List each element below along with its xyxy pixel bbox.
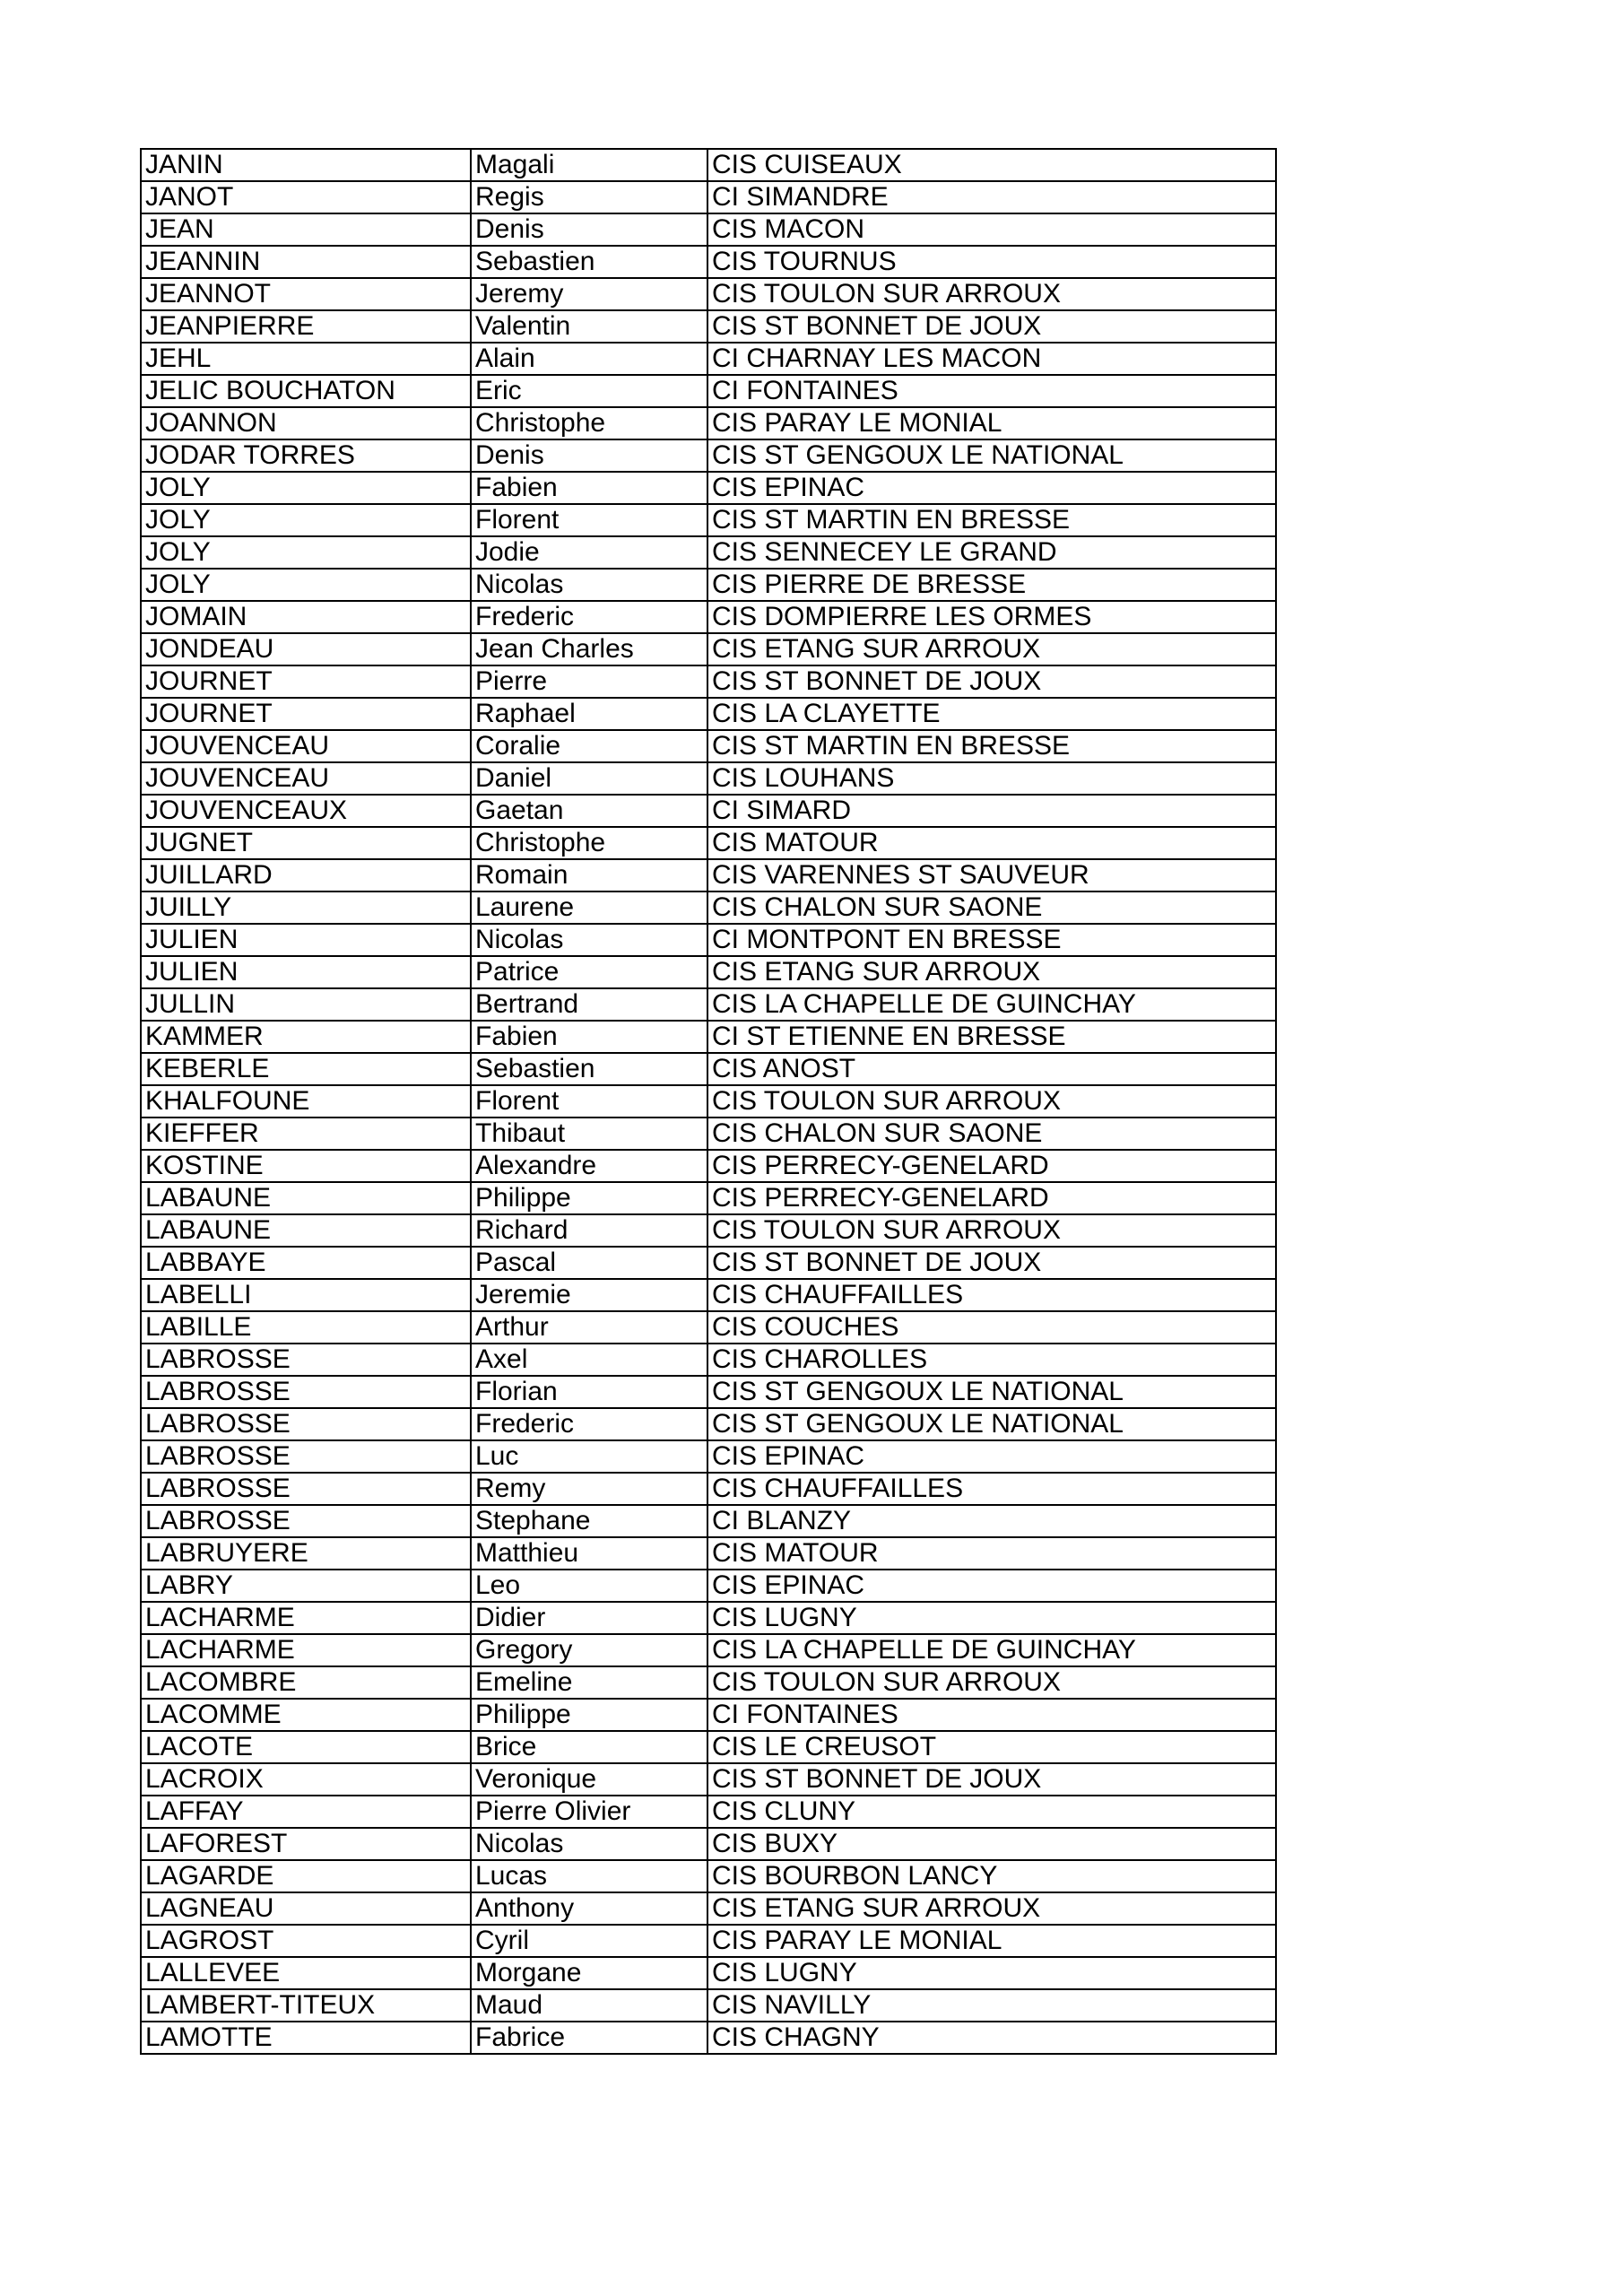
last-name-cell: LABROSSE (141, 1376, 471, 1408)
table-row (141, 1892, 1276, 1925)
center-cell: CIS ANOST (707, 1053, 1276, 1085)
last-name-cell: JEANNOT (141, 278, 471, 310)
table-row (141, 1957, 1276, 1989)
last-name-cell: JULLIN (141, 988, 471, 1021)
last-name-cell: KHALFOUNE (141, 1085, 471, 1118)
last-name-cell: JOURNET (141, 665, 471, 698)
center-cell: CIS PIERRE DE BRESSE (707, 569, 1276, 601)
last-name-cell: JOUVENCEAU (141, 730, 471, 762)
center-cell: CIS TOULON SUR ARROUX (707, 1085, 1276, 1118)
first-name-cell: Jeremie (471, 1279, 707, 1311)
first-name-cell: Denis (471, 213, 707, 246)
table-row (141, 246, 1276, 278)
center-cell: CIS PERRECY-GENELARD (707, 1150, 1276, 1182)
first-name-cell: Luc (471, 1440, 707, 1473)
table-row (141, 310, 1276, 343)
first-name-cell: Sebastien (471, 1053, 707, 1085)
first-name-cell: Stephane (471, 1505, 707, 1537)
table-row (141, 343, 1276, 375)
first-name-cell: Maud (471, 1989, 707, 2022)
center-cell: CIS CHAUFFAILLES (707, 1279, 1276, 1311)
last-name-cell: JEANNIN (141, 246, 471, 278)
last-name-cell: JOUVENCEAU (141, 762, 471, 795)
center-cell: CI FONTAINES (707, 1699, 1276, 1731)
first-name-cell: Florent (471, 1085, 707, 1118)
last-name-cell: LACHARME (141, 1602, 471, 1634)
center-cell: CIS LOUHANS (707, 762, 1276, 795)
first-name-cell: Florian (471, 1376, 707, 1408)
last-name-cell: JOLY (141, 472, 471, 504)
center-cell: CIS VARENNES ST SAUVEUR (707, 859, 1276, 891)
center-cell: CIS COUCHES (707, 1311, 1276, 1344)
center-cell: CIS MACON (707, 213, 1276, 246)
first-name-cell: Fabrice (471, 2022, 707, 2054)
table-row (141, 1634, 1276, 1666)
table-row (141, 924, 1276, 956)
last-name-cell: JOUVENCEAUX (141, 795, 471, 827)
first-name-cell: Matthieu (471, 1537, 707, 1570)
last-name-cell: KAMMER (141, 1021, 471, 1053)
center-cell: CIS ST MARTIN EN BRESSE (707, 504, 1276, 536)
first-name-cell: Alain (471, 343, 707, 375)
first-name-cell: Magali (471, 149, 707, 181)
last-name-cell: JOLY (141, 569, 471, 601)
last-name-cell: KEBERLE (141, 1053, 471, 1085)
last-name-cell: JEHL (141, 343, 471, 375)
table-row (141, 1085, 1276, 1118)
roster-body (141, 149, 1276, 2054)
first-name-cell: Daniel (471, 762, 707, 795)
first-name-cell: Didier (471, 1602, 707, 1634)
first-name-cell: Christophe (471, 407, 707, 439)
first-name-cell: Lucas (471, 1860, 707, 1892)
first-name-cell: Regis (471, 181, 707, 213)
center-cell: CIS ETANG SUR ARROUX (707, 956, 1276, 988)
table-row (141, 2022, 1276, 2054)
table-row (141, 891, 1276, 924)
center-cell: CI CHARNAY LES MACON (707, 343, 1276, 375)
table-row (141, 1021, 1276, 1053)
table-row (141, 762, 1276, 795)
table-row (141, 1118, 1276, 1150)
first-name-cell: Gaetan (471, 795, 707, 827)
table-row (141, 1602, 1276, 1634)
last-name-cell: LAMOTTE (141, 2022, 471, 2054)
center-cell: CIS ST MARTIN EN BRESSE (707, 730, 1276, 762)
center-cell: CIS MATOUR (707, 827, 1276, 859)
last-name-cell: JANOT (141, 181, 471, 213)
first-name-cell: Arthur (471, 1311, 707, 1344)
table-row (141, 795, 1276, 827)
first-name-cell: Valentin (471, 310, 707, 343)
first-name-cell: Cyril (471, 1925, 707, 1957)
last-name-cell: LACROIX (141, 1763, 471, 1796)
table-row (141, 375, 1276, 407)
table-row (141, 1408, 1276, 1440)
last-name-cell: LABAUNE (141, 1182, 471, 1214)
last-name-cell: LACHARME (141, 1634, 471, 1666)
last-name-cell: LAGARDE (141, 1860, 471, 1892)
table-row (141, 1279, 1276, 1311)
first-name-cell: Christophe (471, 827, 707, 859)
center-cell: CIS BUXY (707, 1828, 1276, 1860)
last-name-cell: LACOTE (141, 1731, 471, 1763)
table-row (141, 1699, 1276, 1731)
table-row (141, 827, 1276, 859)
center-cell: CIS LUGNY (707, 1602, 1276, 1634)
first-name-cell: Romain (471, 859, 707, 891)
last-name-cell: LABAUNE (141, 1214, 471, 1247)
last-name-cell: JOANNON (141, 407, 471, 439)
center-cell: CI MONTPONT EN BRESSE (707, 924, 1276, 956)
table-row (141, 181, 1276, 213)
table-row (141, 1925, 1276, 1957)
first-name-cell: Thibaut (471, 1118, 707, 1150)
table-row (141, 1570, 1276, 1602)
first-name-cell: Coralie (471, 730, 707, 762)
first-name-cell: Gregory (471, 1634, 707, 1666)
last-name-cell: JUILLARD (141, 859, 471, 891)
last-name-cell: JEAN (141, 213, 471, 246)
first-name-cell: Leo (471, 1570, 707, 1602)
center-cell: CIS SENNECEY LE GRAND (707, 536, 1276, 569)
first-name-cell: Philippe (471, 1182, 707, 1214)
first-name-cell: Frederic (471, 1408, 707, 1440)
last-name-cell: LAGNEAU (141, 1892, 471, 1925)
first-name-cell: Jean Charles (471, 633, 707, 665)
first-name-cell: Raphael (471, 698, 707, 730)
center-cell: CI BLANZY (707, 1505, 1276, 1537)
center-cell: CIS MATOUR (707, 1537, 1276, 1570)
center-cell: CIS TOULON SUR ARROUX (707, 1214, 1276, 1247)
table-row (141, 1440, 1276, 1473)
table-row (141, 1828, 1276, 1860)
last-name-cell: LABROSSE (141, 1473, 471, 1505)
last-name-cell: JOMAIN (141, 601, 471, 633)
table-row (141, 472, 1276, 504)
first-name-cell: Nicolas (471, 1828, 707, 1860)
roster-table (140, 148, 1277, 2055)
first-name-cell: Denis (471, 439, 707, 472)
center-cell: CIS PARAY LE MONIAL (707, 407, 1276, 439)
last-name-cell: JEANPIERRE (141, 310, 471, 343)
table-row (141, 1182, 1276, 1214)
last-name-cell: LAMBERT-TITEUX (141, 1989, 471, 2022)
first-name-cell: Brice (471, 1731, 707, 1763)
center-cell: CIS PARAY LE MONIAL (707, 1925, 1276, 1957)
first-name-cell: Fabien (471, 472, 707, 504)
first-name-cell: Bertrand (471, 988, 707, 1021)
last-name-cell: JUILLY (141, 891, 471, 924)
first-name-cell: Patrice (471, 956, 707, 988)
last-name-cell: LABROSSE (141, 1408, 471, 1440)
first-name-cell: Remy (471, 1473, 707, 1505)
last-name-cell: KOSTINE (141, 1150, 471, 1182)
first-name-cell: Veronique (471, 1763, 707, 1796)
center-cell: CIS PERRECY-GENELARD (707, 1182, 1276, 1214)
table-row (141, 633, 1276, 665)
center-cell: CIS DOMPIERRE LES ORMES (707, 601, 1276, 633)
center-cell: CIS ST GENGOUX LE NATIONAL (707, 439, 1276, 472)
first-name-cell: Philippe (471, 1699, 707, 1731)
table-row (141, 730, 1276, 762)
first-name-cell: Laurene (471, 891, 707, 924)
last-name-cell: LABROSSE (141, 1440, 471, 1473)
last-name-cell: JOLY (141, 536, 471, 569)
center-cell: CIS ST GENGOUX LE NATIONAL (707, 1376, 1276, 1408)
center-cell: CIS BOURBON LANCY (707, 1860, 1276, 1892)
center-cell: CIS LUGNY (707, 1957, 1276, 1989)
last-name-cell: JODAR TORRES (141, 439, 471, 472)
center-cell: CIS TOULON SUR ARROUX (707, 1666, 1276, 1699)
last-name-cell: LAFOREST (141, 1828, 471, 1860)
table-row (141, 988, 1276, 1021)
first-name-cell: Nicolas (471, 924, 707, 956)
center-cell: CIS EPINAC (707, 472, 1276, 504)
first-name-cell: Alexandre (471, 1150, 707, 1182)
table-row (141, 1666, 1276, 1699)
table-row (141, 213, 1276, 246)
center-cell: CI ST ETIENNE EN BRESSE (707, 1021, 1276, 1053)
table-row (141, 569, 1276, 601)
first-name-cell: Sebastien (471, 246, 707, 278)
table-row (141, 1247, 1276, 1279)
center-cell: CIS CHAROLLES (707, 1344, 1276, 1376)
center-cell: CIS ETANG SUR ARROUX (707, 633, 1276, 665)
first-name-cell: Axel (471, 1344, 707, 1376)
first-name-cell: Jeremy (471, 278, 707, 310)
last-name-cell: LAGROST (141, 1925, 471, 1957)
last-name-cell: JUGNET (141, 827, 471, 859)
last-name-cell: LABRUYERE (141, 1537, 471, 1570)
table-row (141, 1150, 1276, 1182)
last-name-cell: LALLEVEE (141, 1957, 471, 1989)
first-name-cell: Richard (471, 1214, 707, 1247)
center-cell: CIS CLUNY (707, 1796, 1276, 1828)
first-name-cell: Frederic (471, 601, 707, 633)
center-cell: CIS ST BONNET DE JOUX (707, 1763, 1276, 1796)
center-cell: CIS ST BONNET DE JOUX (707, 1247, 1276, 1279)
table-row (141, 1763, 1276, 1796)
table-row (141, 1537, 1276, 1570)
first-name-cell: Florent (471, 504, 707, 536)
table-row (141, 407, 1276, 439)
center-cell: CIS ST GENGOUX LE NATIONAL (707, 1408, 1276, 1440)
first-name-cell: Pierre (471, 665, 707, 698)
first-name-cell: Eric (471, 375, 707, 407)
first-name-cell: Morgane (471, 1957, 707, 1989)
last-name-cell: JOURNET (141, 698, 471, 730)
first-name-cell: Nicolas (471, 569, 707, 601)
center-cell: CIS LA CHAPELLE DE GUINCHAY (707, 1634, 1276, 1666)
first-name-cell: Pascal (471, 1247, 707, 1279)
first-name-cell: Pierre Olivier (471, 1796, 707, 1828)
table-row (141, 439, 1276, 472)
last-name-cell: JELIC BOUCHATON (141, 375, 471, 407)
table-row (141, 698, 1276, 730)
center-cell: CIS NAVILLY (707, 1989, 1276, 2022)
center-cell: CIS EPINAC (707, 1570, 1276, 1602)
last-name-cell: LABROSSE (141, 1344, 471, 1376)
center-cell: CIS ST BONNET DE JOUX (707, 665, 1276, 698)
last-name-cell: JANIN (141, 149, 471, 181)
last-name-cell: LABRY (141, 1570, 471, 1602)
last-name-cell: LACOMME (141, 1699, 471, 1731)
table-row (141, 859, 1276, 891)
last-name-cell: LABROSSE (141, 1505, 471, 1537)
table-row (141, 1344, 1276, 1376)
center-cell: CIS ST BONNET DE JOUX (707, 310, 1276, 343)
table-row (141, 956, 1276, 988)
table-row (141, 1311, 1276, 1344)
table-row (141, 665, 1276, 698)
center-cell: CIS LA CLAYETTE (707, 698, 1276, 730)
last-name-cell: LABBAYE (141, 1247, 471, 1279)
center-cell: CIS LA CHAPELLE DE GUINCHAY (707, 988, 1276, 1021)
table-row (141, 1376, 1276, 1408)
last-name-cell: LAFFAY (141, 1796, 471, 1828)
last-name-cell: JULIEN (141, 956, 471, 988)
table-row (141, 536, 1276, 569)
center-cell: CI FONTAINES (707, 375, 1276, 407)
table-row (141, 1860, 1276, 1892)
table-row (141, 149, 1276, 181)
center-cell: CIS CHAUFFAILLES (707, 1473, 1276, 1505)
center-cell: CIS CUISEAUX (707, 149, 1276, 181)
center-cell: CIS CHALON SUR SAONE (707, 1118, 1276, 1150)
center-cell: CIS LE CREUSOT (707, 1731, 1276, 1763)
last-name-cell: LABELLI (141, 1279, 471, 1311)
first-name-cell: Fabien (471, 1021, 707, 1053)
table-row (141, 504, 1276, 536)
center-cell: CI SIMANDRE (707, 181, 1276, 213)
last-name-cell: JULIEN (141, 924, 471, 956)
table-row (141, 1989, 1276, 2022)
last-name-cell: LACOMBRE (141, 1666, 471, 1699)
table-row (141, 1796, 1276, 1828)
center-cell: CIS TOULON SUR ARROUX (707, 278, 1276, 310)
center-cell: CIS CHALON SUR SAONE (707, 891, 1276, 924)
last-name-cell: JOLY (141, 504, 471, 536)
last-name-cell: LABILLE (141, 1311, 471, 1344)
table-row (141, 1731, 1276, 1763)
table-row (141, 1053, 1276, 1085)
table-row (141, 1214, 1276, 1247)
center-cell: CIS EPINAC (707, 1440, 1276, 1473)
first-name-cell: Emeline (471, 1666, 707, 1699)
center-cell: CIS CHAGNY (707, 2022, 1276, 2054)
table-row (141, 1505, 1276, 1537)
table-row (141, 601, 1276, 633)
table-row (141, 278, 1276, 310)
last-name-cell: JONDEAU (141, 633, 471, 665)
first-name-cell: Jodie (471, 536, 707, 569)
last-name-cell: KIEFFER (141, 1118, 471, 1150)
first-name-cell: Anthony (471, 1892, 707, 1925)
table-row (141, 1473, 1276, 1505)
center-cell: CIS TOURNUS (707, 246, 1276, 278)
center-cell: CIS ETANG SUR ARROUX (707, 1892, 1276, 1925)
center-cell: CI SIMARD (707, 795, 1276, 827)
